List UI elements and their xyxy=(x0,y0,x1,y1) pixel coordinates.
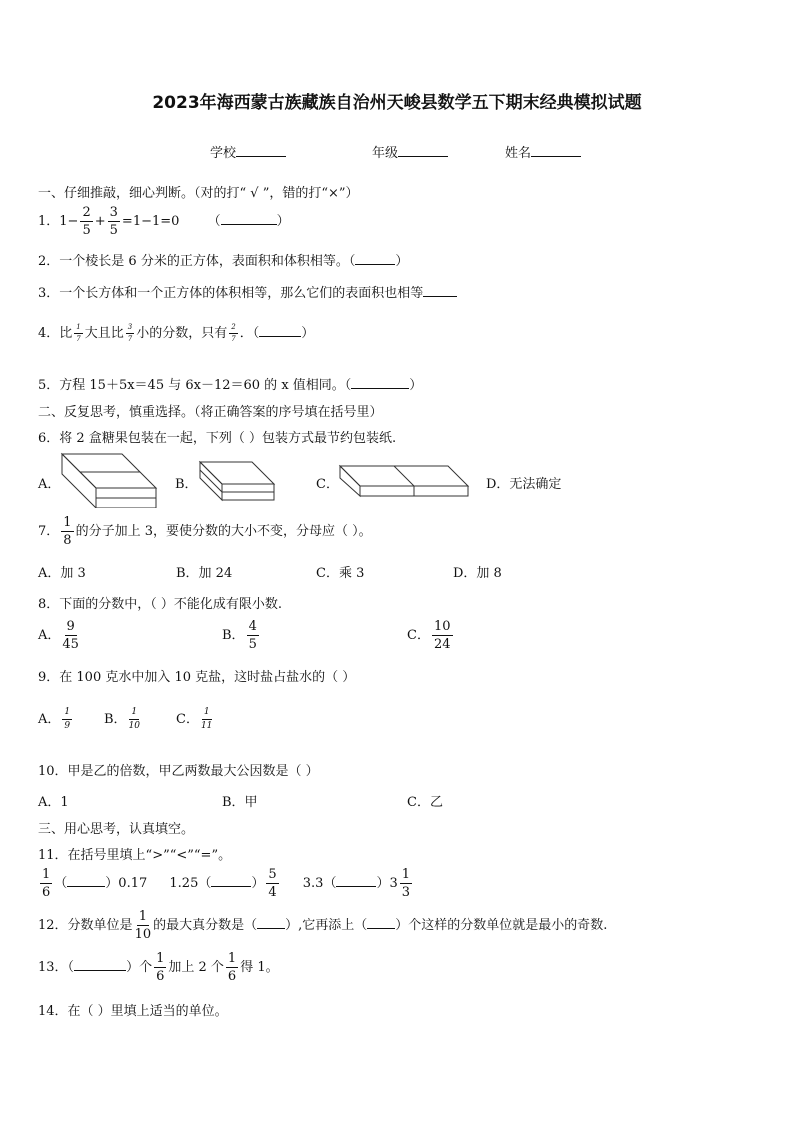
option-c[interactable]: C． xyxy=(316,477,339,492)
question-8: 8．下面的分数中，（ ）不能化成有限小数. xyxy=(38,597,283,612)
box-option-b-image xyxy=(198,460,276,502)
option-b[interactable]: B． $\frac{1}{10}$ xyxy=(104,707,141,731)
school-field: 学校 xyxy=(210,142,286,161)
question-1: 1．1− $\frac{2}{5}$ + $\frac{3}{5}$ =1−1=0 （ ） xyxy=(38,205,290,238)
grade-blank[interactable] xyxy=(398,144,448,157)
question-11: 11．在括号里填上“>”“<”“=”。 xyxy=(38,848,232,863)
answer-blank[interactable] xyxy=(355,252,395,265)
fraction: $\frac{1}{9}$ xyxy=(64,707,71,731)
answer-blank[interactable] xyxy=(221,212,277,225)
fraction: $\frac{3}{5}$ xyxy=(109,205,118,238)
fraction: $\frac{4}{5}$ xyxy=(248,619,257,652)
question-10: 10．甲是乙的倍数，甲乙两数最大公因数是（ ） xyxy=(38,764,319,779)
fraction: $\frac{9}{45}$ xyxy=(62,619,79,652)
answer-blank[interactable] xyxy=(336,874,376,887)
fraction: $\frac{3}{7}$ xyxy=(127,323,133,343)
answer-blank[interactable] xyxy=(211,874,251,887)
fraction: $\frac{1}{7}$ xyxy=(76,323,81,343)
question-7: 7． $\frac{1}{8}$ 的分子加上 3，要使分数的大小不变，分母应（ ）。 xyxy=(38,515,372,548)
answer-blank[interactable] xyxy=(351,376,409,389)
fraction: $\frac{1}{6}$ xyxy=(156,951,165,984)
section-heading-1: 一、仔细推敲，细心判断。（对的打“ √ ”，错的打“×”） xyxy=(38,186,359,201)
fraction: $\frac{2}{7}$ xyxy=(231,323,236,343)
question-5: 5．方程 15＋5x＝45 与 6x－12＝60 的 x 值相同。（ ） xyxy=(38,378,423,393)
option-a[interactable]: A． $\frac{1}{9}$ xyxy=(38,707,71,731)
section-heading-2: 二、反复思考，慎重选择。（将正确答案的序号填在括号里） xyxy=(38,405,383,420)
option-b[interactable]: B． xyxy=(175,477,198,492)
fraction: $\frac{1}{8}$ xyxy=(63,515,72,548)
option-a[interactable]: A． xyxy=(38,477,61,492)
answer-blank[interactable] xyxy=(67,874,105,887)
option-c[interactable]: C． $\frac{10}{24}$ xyxy=(407,619,451,652)
grade-field: 年级 xyxy=(372,142,448,161)
answer-blank[interactable] xyxy=(367,916,395,929)
option-a[interactable]: A．加 3 xyxy=(38,566,86,581)
option-c[interactable]: C．乘 3 xyxy=(316,566,365,581)
question-6: 6．将 2 盒糖果包装在一起，下列（ ）包装方式最节约包装纸. xyxy=(38,431,397,446)
fraction: $\frac{1}{3}$ xyxy=(401,867,411,900)
answer-blank[interactable] xyxy=(259,324,301,337)
box-option-c-image xyxy=(338,464,470,498)
answer-blank[interactable] xyxy=(257,916,285,929)
option-d[interactable]: D．无法确定 xyxy=(486,477,562,492)
fraction: $\frac{10}{24}$ xyxy=(433,619,451,652)
option-a[interactable]: A．1 xyxy=(38,795,69,810)
school-blank[interactable] xyxy=(236,144,286,157)
option-c[interactable]: C．乙 xyxy=(407,795,443,810)
name-blank[interactable] xyxy=(531,144,581,157)
fraction: $\frac{2}{5}$ xyxy=(82,205,91,238)
box-option-a-image xyxy=(60,452,160,508)
option-b[interactable]: B． $\frac{4}{5}$ xyxy=(222,619,257,652)
option-d[interactable]: D．加 8 xyxy=(453,566,502,581)
fraction: $\frac{1}{6}$ xyxy=(227,951,237,984)
name-field: 姓名 xyxy=(505,142,581,161)
option-b[interactable]: B．加 24 xyxy=(176,566,233,581)
fraction: $\frac{1}{6}$ xyxy=(42,867,51,900)
fraction: $\frac{1}{10}$ xyxy=(128,707,141,731)
option-a[interactable]: A． $\frac{9}{45}$ xyxy=(38,619,79,652)
section-heading-3: 三、用心思考，认真填空。 xyxy=(38,822,195,837)
question-4: 4．比 $\frac{1}{7}$ 大且比 $\frac{3}{7}$ 小的分数，只有 $\frac{2}{7}$ ．（ ） xyxy=(38,323,315,343)
question-14: 14．在（ ）里填上适当的单位。 xyxy=(38,1004,228,1019)
option-c[interactable]: C． $\frac{1}{11}$ xyxy=(176,707,213,731)
question-2: 2．一个棱长是 6 分米的正方体，表面积和体积相等。（ ） xyxy=(38,254,409,269)
page-title: 2023年海西蒙古族藏族自治州天峻县数学五下期末经典模拟试题 xyxy=(152,93,642,113)
question-13: 13．（ ）个 $\frac{1}{6}$ 加上 2 个 $\frac{1}{6}$ 得 1。 xyxy=(38,951,279,984)
question-9: 9．在 100 克水中加入 10 克盐，这时盐占盐水的（ ） xyxy=(38,670,356,685)
answer-blank[interactable] xyxy=(423,284,457,297)
fraction: $\frac{5}{4}$ xyxy=(268,867,277,900)
fraction: $\frac{1}{11}$ xyxy=(200,707,213,731)
answer-blank[interactable] xyxy=(74,958,126,971)
question-3: 3．一个长方体和一个正方体的体积相等，那么它们的表面积也相等 xyxy=(38,282,457,301)
question-11-items: $\frac{1}{6}$ （ ）0.17 1.25（ ） $\frac{5}{4}$ 3.3（ ）3 $\frac{1}{3}$ xyxy=(42,867,411,900)
option-b[interactable]: B．甲 xyxy=(222,795,258,810)
fraction: $\frac{1}{10}$ xyxy=(134,909,152,942)
question-12: 12．分数单位是 $\frac{1}{10}$ 的最大真分数是（ ）,它再添上（ ）个这样的分数单位就是最小的奇数. xyxy=(38,909,608,942)
